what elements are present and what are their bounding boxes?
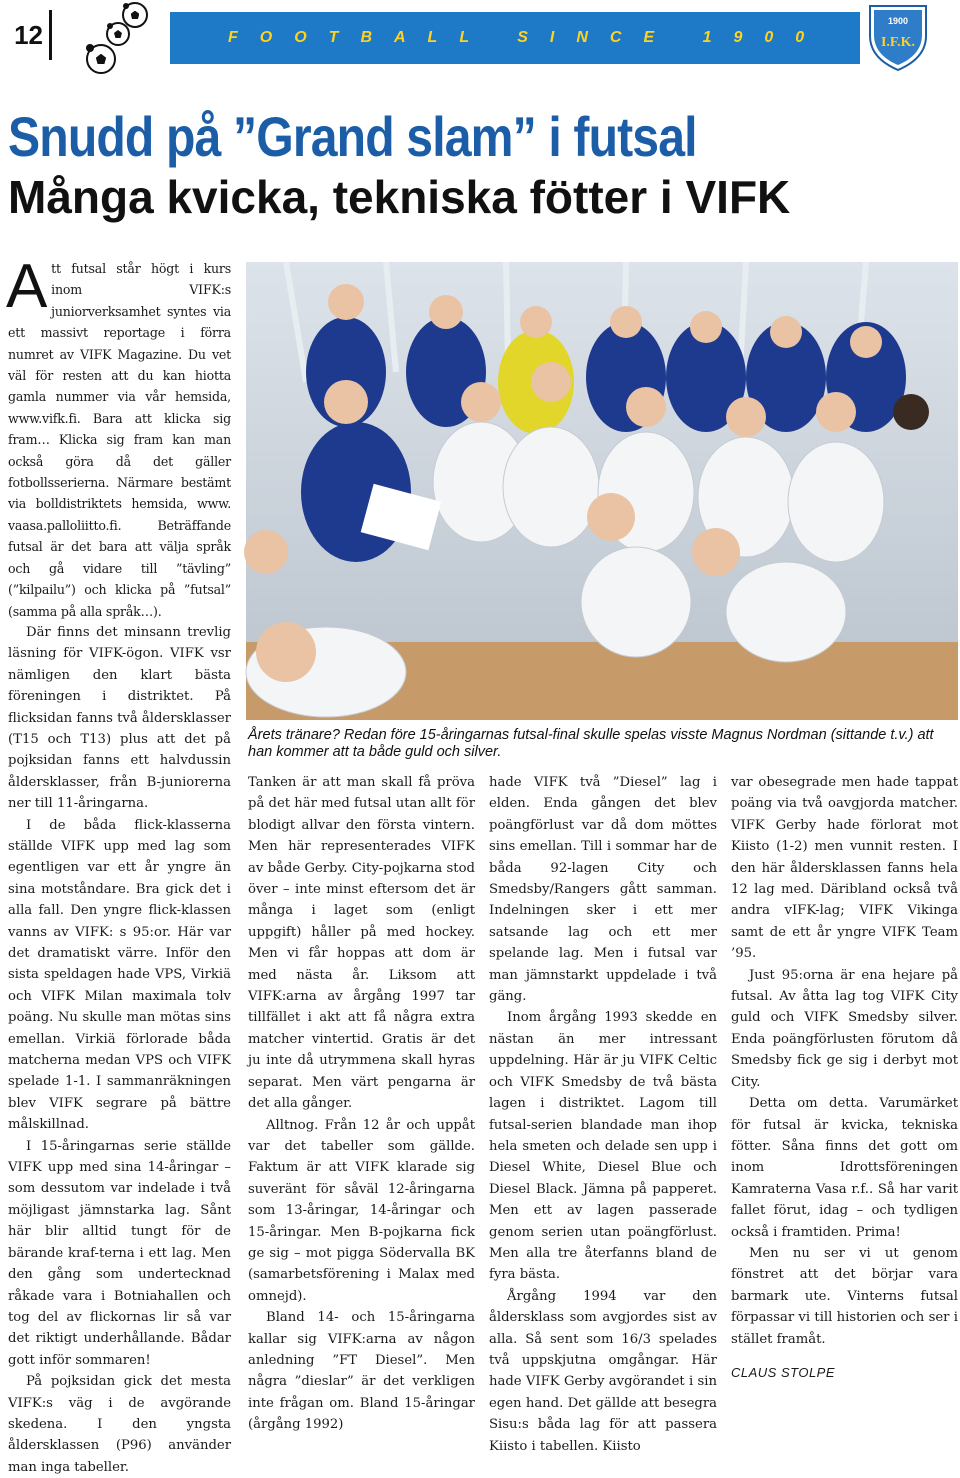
paragraph: Bland 14- och 15-åringarna kallar sig VIFK:arna av någon anledning ”FT Diesel”. Men några ”dieslar” är det verkligen inte frågan om. Bland 15-åringar (årgång 1992): [248, 1310, 475, 1433]
paragraph: I de båda flick-klasserna ställde VIFK upp med lag som egentligen var ett år yngre än sina motståndare. Bra gick det i alla fall. Den yngre flick-klassen vanns av VIFK: s 95:or. Här var det dramatiskt värre. Inför den sista speldagen hade VPS, Virkiä och VIFK Milan maximala tolv poäng. Nu skulle man mötas sins emellan. Virkiä förlorade båda matcherna medan VPS och VIFK spelade 1-1. I sammanräkningen blev VIFK segrare på bättre målskillnad.: [8, 817, 231, 1133]
photo-caption: Årets tränare? Redan före 15-åringarnas futsal-final skulle spelas visste Magnus Nordman (sittande t.v.) att han kommer att ta både guld och silver.: [248, 727, 934, 760]
paragraph: I 15-åringarnas serie ställde VIFK upp med sina 14-åringar – som dessutom var indelade i två möjligast jämnstarka lag. Sånt här blir alltid tungt för de bärande kraf-terna i ett lag. Men den gång som undertecknad råkade vara i Botniahallen och tog del av flickornas lir så var det riktigt underhållande. Bådar gott inför sommaren!: [8, 1138, 231, 1368]
text-column-3: [489, 772, 717, 1454]
paragraph: Tanken är att man skall få pröva på det här med futsal utan allt för blodigt allvar den första vintern. Men här representerades VIFK av både Gerby. City-pojkarna stod över – inte minst eftersom det är många i laget som (enligt uppgift) håller på med hockey. Men vi får hoppas att dom är med nästa år. Liksom att VIFK:arna av årgång 1997 tar tillfället i akt att få några extra matcher vintertid. Gratis är det ju inte då utrymmena skall hyras separat. Men värt pengarna är det alla gånger.: [248, 775, 475, 1112]
paragraph: Men nu ser vi ut genom fönstret att det börjar vara barmark ute. Vinterns futsal förpassar vi till historien och ser i stället framåt.: [731, 1245, 958, 1347]
text-column-1: [6, 252, 231, 1475]
paragraph: var obesegrade men hade tappat poäng via två oavgjorda matcher. VIFK Gerby hade förlorat mot Kiisto (1-2) men vunnit resten. I den här åldersklassen fanns hela 12 lag med. Däribland också två andra vIFK-lag; VIFK Vikinga samt de ett år yngre VIFK Team ’95.: [731, 775, 958, 962]
paragraph: Alltnog. Från 12 år och uppåt var det tabeller som gällde. Faktum är att VIFK klarade sig suveränt för såväl 12-åringarna som 13-åringar, 14-åringar och 15-åringar. Men B-pojkarna fick ge sig – mot pigga Södervalla BK (samarbetsförening i Malax med omnejd).: [248, 1117, 475, 1304]
drop-cap: A: [6, 252, 48, 321]
article-title: Snudd på ”Grand slam” i futsal: [8, 105, 697, 168]
svg-text:I.F.K.: I.F.K.: [880, 35, 916, 50]
page-number: 12: [8, 10, 52, 60]
paragraph: Där finns det minsann trevlig läsning för VIFK-ögon. VIFK vsr nämligen den klart bästa föreningen i distriktet. På flicksidan fanns två åldersklasser (T15 och T13) plus att det på pojksidan fanns ett halvdussin åldersklasser, från B-juniorerna ner till 11-åringarna.: [8, 624, 231, 812]
lead-paragraph: Att futsal står högt i kurs inom VIFK:s juniorverksamhet syntes via ett massivt reportage i förra numret av VIFK Magazine. Du vet väl för resten att du kan hiotta gamla nummer via vår hemsida, www.vifk.fi. Bara att klicka sig fram… Klicka sig fram kan man också göra då det gäller fotbollsserierna. Närmare bestämt via bolldistriktets hemsida, www. vaasa.palloliitto.fi. Beträffande futsal är det bara att välja språk och gå vidare till ”tävling” (”kilpailu”) och klicka på ”futsal” (samma på alla språk…).: [6, 252, 231, 619]
paragraph: Årgång 1994 var den åldersklass som avgjordes sist av alla. Så sent som 16/3 spelades två uppskjutna omgångar. Här hade VIFK Gerby avgörandet i sin egen hand. Det gällde att besegra Sisu:s båda lag för att passera Kiisto i tabellen. Kiisto: [489, 1288, 717, 1454]
team-photo: [246, 262, 958, 720]
author-signature: CLAUS STOLPE: [731, 1364, 836, 1380]
football-icon: [106, 22, 130, 46]
football-icons: [80, 0, 160, 80]
paragraph: Inom årgång 1993 skedde en nästan än mer intressant uppdelning. Här är ju VIFK Celtic och VIFK Smedsby de två bästa lagen i distriktet. Lagom till futsal-serien blandade man ihop hela smeten och delade sen upp i Diesel White, Diesel Blue och Diesel Black. Jämna på papperet. Men ett av lagen passerade genom serien utan poängförlust. Men alla tre återfanns bland de fyra bästa.: [489, 1010, 717, 1283]
paragraph: Just 95:orna är ena hejare på futsal. Av åtta lag tog VIFK City guld och VIFK Smedsby silver. Enda poängförlusten förutom då Smedsby fick ge sig i derbyt mot City.: [731, 967, 958, 1090]
club-logo: [862, 2, 934, 72]
paragraph: På pojksidan gick det mesta VIFK:s väg i de avgörande skedena. I den yngsta åldersklassen (P96) använder man inga tabeller.: [8, 1374, 231, 1475]
text-column-2: [248, 772, 475, 1433]
header-band: FOOTBALL SINCE 1900: [170, 12, 860, 64]
paragraph: Detta om detta. Varumärket för futsal är kvicka, tekniska fötter. Såna finns det gott om inom Idrottsföreningen Kamraterna Vasa r.f.. Så har varit fallet förut, idag – och tydligen också i framtiden. Prima!: [731, 1096, 958, 1240]
text-column-4: [731, 772, 958, 1380]
svg-text:1900: 1900: [887, 16, 909, 26]
football-icon: [86, 44, 116, 74]
paragraph: hade VIFK två ”Diesel” lag i elden. Enda gången det blev poängförlust var då dom möttes sins emellan. Till i sommar har de båda 92-lagen City och Smedsby/Rangers gått samman. Indelningen sker i ett mer satsande lag och ett mer spelande lag. Men i futsal var man jämnstarkt uppdelade i två gäng.: [489, 775, 717, 1005]
article-subtitle: Många kvicka, tekniska fötter i VIFK: [8, 171, 791, 223]
